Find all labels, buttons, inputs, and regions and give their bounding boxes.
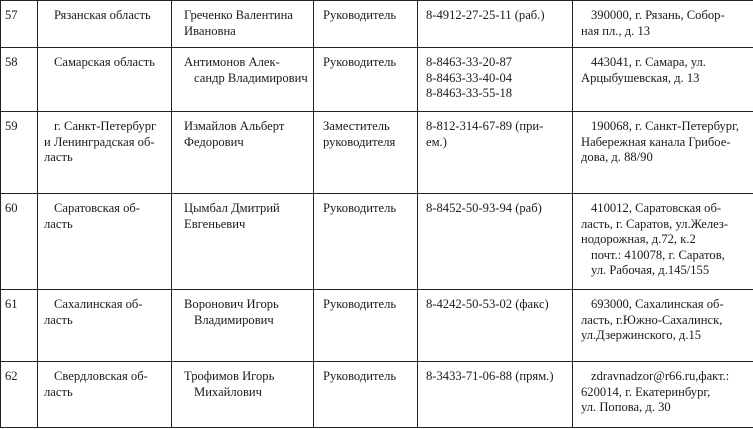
address-cell <box>573 1 753 48</box>
region-cell <box>38 48 172 112</box>
table-row <box>1 112 753 194</box>
name-cell-line: Владимирович <box>194 312 274 327</box>
phone-cell-line: ем.) <box>426 134 447 149</box>
name-cell <box>172 48 314 112</box>
address-cell <box>573 112 753 194</box>
name-cell <box>172 290 314 362</box>
address-cell-line: 620014, г. Екатеринбург, <box>581 384 711 399</box>
row-number: 59 <box>1 112 38 194</box>
region-cell-line: ласть <box>44 216 73 231</box>
region-cell <box>38 362 172 428</box>
role-cell-line: руководителя <box>323 134 396 149</box>
row-number: 57 <box>1 1 38 48</box>
address-cell-line: ласть, г. Саратов, ул.Желез- <box>581 216 729 231</box>
region-cell-line: и Ленинградская об- <box>44 134 155 149</box>
address-cell-line: ная пл., д. 13 <box>581 23 651 38</box>
region-cell-line: Рязанская область <box>54 8 151 22</box>
region-cell-line: ласть <box>44 150 73 164</box>
table-body <box>1 1 753 428</box>
name-cell <box>172 1 314 48</box>
table-row <box>1 1 753 48</box>
row-number: 62 <box>1 362 38 428</box>
phone-cell <box>418 112 573 194</box>
region-cell-line: ласть <box>44 312 73 327</box>
address-cell-line: 390000, г. Рязань, Собор- <box>591 8 725 22</box>
name-cell-line: Антимонов Алек- <box>184 55 280 69</box>
region-cell-line: Саратовская об- <box>54 201 141 215</box>
table-row <box>1 48 753 112</box>
address-cell-line: ул. Попова, д. 30 <box>581 400 671 414</box>
name-cell-line: Измайлов Альберт <box>184 119 285 133</box>
region-cell-line: ласть <box>44 384 73 399</box>
role-cell <box>314 48 418 112</box>
phone-cell-line: 8-812-314-67-89 (при- <box>426 119 544 133</box>
address-cell-line: 410012, Саратовская об- <box>591 201 722 215</box>
table-row <box>1 194 753 290</box>
name-cell-line: сандр Владимирович <box>194 70 308 85</box>
role-cell <box>314 1 418 48</box>
region-cell <box>38 112 172 194</box>
phone-cell-line: 8-3433-71-06-88 (прям.) <box>426 369 554 383</box>
address-cell-line: zdravnadzor@r66.ru,факт.: <box>591 369 730 383</box>
row-number: 60 <box>1 194 38 290</box>
address-cell <box>573 48 753 112</box>
address-cell <box>573 362 753 428</box>
address-cell-line: 693000, Сахалинская об- <box>591 297 724 311</box>
role-cell-line: Руководитель <box>323 297 397 311</box>
name-cell-line: Евгеньевич <box>184 216 246 231</box>
role-cell-line: Руководитель <box>323 8 397 22</box>
region-cell <box>38 290 172 362</box>
role-cell <box>314 112 418 194</box>
table-row <box>1 362 753 428</box>
address-cell-line: Набережная канала Грибое- <box>581 134 731 149</box>
role-cell-line: Заместитель <box>323 119 390 133</box>
phone-cell <box>418 48 573 112</box>
phone-cell <box>418 290 573 362</box>
row-number: 61 <box>1 290 38 362</box>
region-cell-line: Сахалинская об- <box>54 297 143 311</box>
row-number: 58 <box>1 48 38 112</box>
address-cell-line: ул.Дзержинского, д.15 <box>581 328 702 342</box>
address-cell-line: дова, д. 88/90 <box>581 150 653 164</box>
region-cell <box>38 194 172 290</box>
address-cell-line: 443041, г. Самара, ул. <box>591 55 706 69</box>
role-cell <box>314 194 418 290</box>
phone-cell <box>418 194 573 290</box>
table-row <box>1 290 753 362</box>
name-cell <box>172 112 314 194</box>
name-cell-line: Ивановна <box>184 23 236 38</box>
name-cell-line: Трофимов Игорь <box>184 369 275 383</box>
address-cell <box>573 290 753 362</box>
address-cell-line: нодорожная, д.72, к.2 <box>581 232 696 246</box>
role-cell-line: Руководитель <box>323 55 397 69</box>
role-cell-line: Руководитель <box>323 369 397 383</box>
name-cell-line: Цымбал Дмитрий <box>184 201 280 215</box>
region-cell-line: Свердловская об- <box>54 369 148 383</box>
role-cell <box>314 362 418 428</box>
name-cell-line: Федорович <box>184 134 244 149</box>
phone-cell-line: 8-8463-33-55-18 <box>426 86 513 100</box>
region-cell-line: Самарская область <box>54 55 155 69</box>
phone-cell-line: 8-8463-33-40-04 <box>426 70 513 85</box>
address-cell-line: почт.: 410078, г. Саратов, <box>591 247 725 262</box>
phone-cell-line: 8-4242-50-53-02 (факс) <box>426 297 549 311</box>
phone-cell <box>418 362 573 428</box>
phone-cell-line: 8-4912-27-25-11 (раб.) <box>426 8 545 22</box>
name-cell-line: Греченко Валентина <box>184 8 293 22</box>
region-cell <box>38 1 172 48</box>
address-cell-line: ул. Рабочая, д.145/155 <box>591 263 710 277</box>
role-cell <box>314 290 418 362</box>
phone-cell-line: 8-8463-33-20-87 <box>426 55 513 69</box>
address-cell <box>573 194 753 290</box>
name-cell <box>172 194 314 290</box>
address-cell-line: ласть, г.Южно-Сахалинск, <box>581 312 723 327</box>
name-cell <box>172 362 314 428</box>
role-cell-line: Руководитель <box>323 201 397 215</box>
address-cell-line: Арцыбушевская, д. 13 <box>581 70 700 85</box>
region-cell-line: г. Санкт-Петербург <box>54 119 157 133</box>
address-cell-line: 190068, г. Санкт-Петербург, <box>591 119 739 133</box>
name-cell-line: Михайлович <box>194 384 262 399</box>
phone-cell <box>418 1 573 48</box>
phone-cell-line: 8-8452-50-93-94 (раб) <box>426 201 542 215</box>
name-cell-line: Воронович Игорь <box>184 297 279 311</box>
